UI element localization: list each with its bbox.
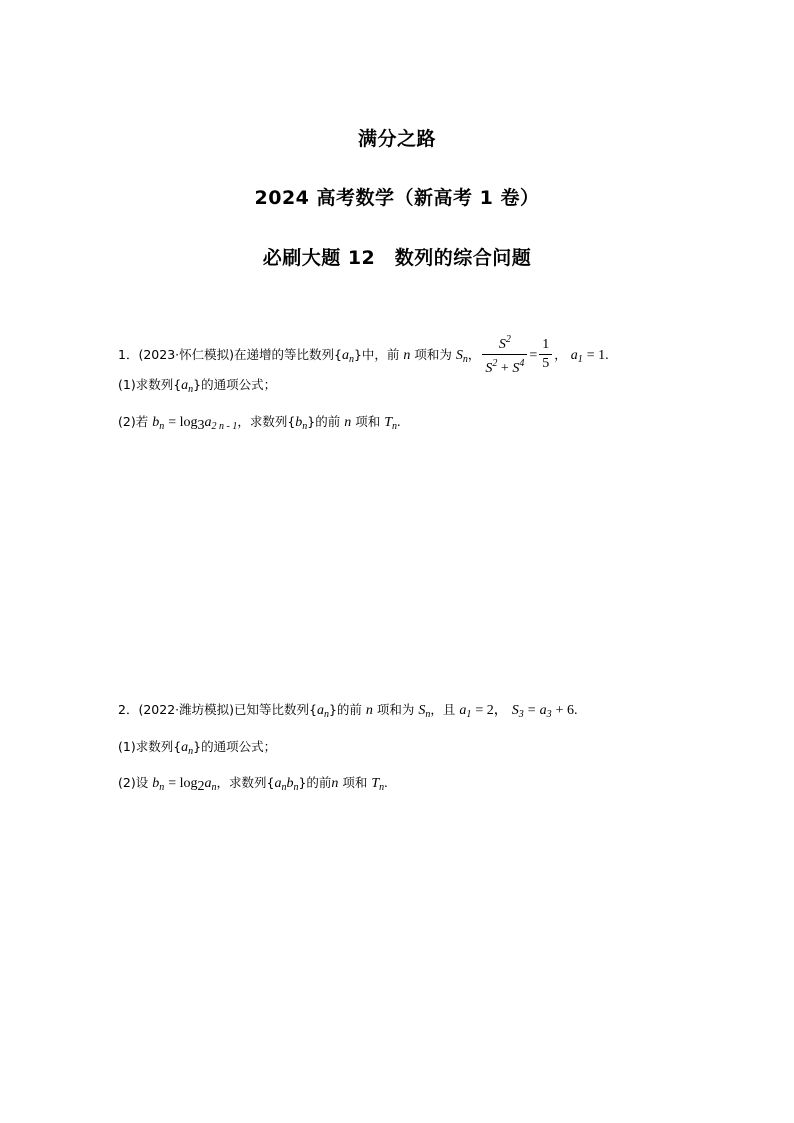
problem-source: (2023·怀仁模拟) (138, 347, 234, 362)
problem-1-part-1: (1)求数列$\{a_n\}$的通项公式； (118, 377, 277, 395)
problem-2-part-2: (2)设 $b_n = \log_2a_n$，求数列$\{a_nb_n\}$的前n 项和 $T_n$. (118, 775, 388, 794)
exam-subtitle: 2024 高考数学（新高考 1 卷） (254, 187, 540, 209)
page-title: 满分之路 (357, 128, 436, 150)
problem-2-statement: 2．(2022·潍坊模拟)已知等比数列$\{a_n\}$的前 n 项和为 $S_n$，且 $a_1 = 2$， $S_3 = a_3 + 6$. (118, 702, 578, 720)
topic-title: 必刷大题 12 数列的综合问题 (262, 247, 532, 269)
fraction-value: $\frac{1}{5}$ (539, 337, 552, 372)
fraction: $\frac{S^2}{S^2 + S^4}$ (482, 332, 527, 377)
problem-2-part-1: (1)求数列$\{a_n\}$的通项公式； (118, 739, 277, 757)
problem-source: (2022·潍坊模拟) (138, 702, 234, 717)
problem-number: 1． (118, 347, 139, 362)
problem-1-part-2: (2)若 $b_n = \log_3a_{2 n - 1}$，求数列$\{b_n\}$的前 n 项和 $T_n$. (118, 414, 401, 433)
problem-1-statement: 1．(2023·怀仁模拟)在递增的等比数列$\{a_n\}$中，前 n 项和为 $S_n$， $\frac{S^2}{S^2 + S^4}$ = $\frac{1}{5}$ ， $a_1 = 1$. (118, 334, 609, 376)
problem-number: 2． (118, 702, 139, 717)
